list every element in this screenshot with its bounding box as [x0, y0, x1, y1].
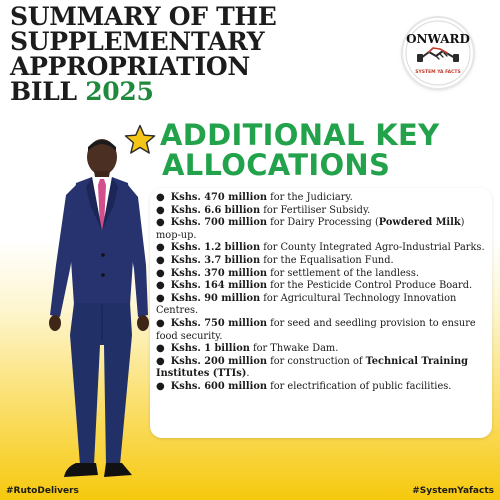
- list-item: [156, 293, 486, 318]
- bullet-icon: ●: [156, 267, 165, 279]
- allocations-list: [150, 188, 492, 394]
- heading-line-1: ADDITIONAL KEY: [160, 118, 440, 152]
- allocation-purpose: for construction of: [267, 355, 366, 367]
- bullet-icon: ●: [156, 317, 165, 329]
- allocation-amount: Kshs. 90 million: [170, 292, 261, 304]
- allocation-amount: Kshs. 1.2 billion: [170, 242, 261, 254]
- bullet-icon: ●: [156, 217, 165, 229]
- list-item: [156, 242, 486, 255]
- allocation-amount: Kshs. 470 million: [170, 192, 267, 203]
- heading-line-2: ALLOCATIONS: [162, 148, 391, 182]
- person-figure: [20, 135, 160, 485]
- allocation-purpose: for seed and seedling provision to ensure food security.: [156, 317, 476, 342]
- allocation-purpose-end: .: [246, 368, 250, 380]
- allocation-purpose: for Fertiliser Subsidy.: [260, 204, 371, 216]
- allocations-card: [150, 188, 492, 438]
- list-item: [156, 192, 486, 205]
- bullet-icon: ●: [156, 192, 165, 203]
- title-year: 2025: [85, 77, 154, 106]
- list-item: [156, 356, 486, 381]
- bullet-icon: ●: [156, 355, 165, 367]
- bullet-icon: ●: [156, 380, 165, 392]
- bullet-icon: ●: [156, 254, 165, 266]
- bullet-icon: ●: [156, 280, 165, 292]
- allocation-purpose: for the Equalisation Fund.: [260, 254, 394, 266]
- allocation-purpose: for the Pesticide Control Produce Board.: [267, 280, 473, 292]
- allocation-emphasis: Powdered Milk: [378, 217, 461, 229]
- allocation-purpose: for electrification of public facilities.: [267, 380, 452, 392]
- allocation-amount: Kshs. 164 million: [170, 280, 267, 292]
- title-line-4: [10, 79, 276, 104]
- title-word-bill: BILL: [10, 77, 77, 106]
- title-line-1: SUMMARY OF THE: [10, 2, 277, 31]
- logo-subtitle: SYSTEM YA FACTS: [415, 70, 461, 75]
- list-item: [156, 255, 486, 268]
- allocation-amount: Kshs. 600 million: [170, 380, 267, 392]
- allocation-amount: Kshs. 200 million: [170, 355, 267, 367]
- list-item: [156, 205, 486, 218]
- hashtag-system-yafacts: #SystemYafacts: [412, 486, 494, 496]
- allocation-purpose: for the Judiciary.: [267, 192, 353, 203]
- allocation-amount: Kshs. 750 million: [170, 317, 267, 329]
- bullet-icon: ●: [156, 292, 165, 304]
- allocation-amount: Kshs. 3.7 billion: [170, 254, 261, 266]
- allocation-emphasis: Technical Training Institutes (TTIs): [156, 355, 469, 380]
- hashtag-ruto-delivers: #RutoDelivers: [6, 486, 79, 496]
- allocation-purpose: for Agricultural Technology Innovation Centres.: [156, 292, 457, 317]
- list-item: [156, 343, 486, 356]
- allocation-purpose: for County Integrated Agro-Industrial Parks.: [260, 242, 485, 254]
- onward-logo: [403, 18, 473, 88]
- allocation-amount: Kshs. 6.6 billion: [170, 204, 261, 216]
- bullet-icon: ●: [156, 242, 165, 254]
- logo-title: ONWARD: [406, 32, 470, 46]
- list-item: [156, 280, 486, 293]
- allocation-purpose: for Dairy Processing (: [267, 217, 379, 229]
- allocation-amount: Kshs. 700 million: [170, 217, 267, 229]
- allocation-amount: Kshs. 1 billion: [170, 343, 250, 355]
- bullet-icon: ●: [156, 343, 165, 355]
- list-item: [156, 381, 486, 394]
- section-heading: [160, 120, 439, 180]
- allocation-purpose: for Thwake Dam.: [249, 343, 339, 355]
- list-item: [156, 217, 486, 242]
- list-item: [156, 318, 486, 343]
- title-line-2: SUPPLEMENTARY: [10, 27, 265, 56]
- allocation-purpose: for settlement of the landless.: [267, 267, 419, 279]
- bullet-icon: ●: [156, 204, 165, 216]
- handshake-icon: [403, 18, 473, 88]
- allocation-purpose-end: ) mop-up.: [156, 217, 465, 241]
- page-title: [10, 4, 276, 104]
- title-line-3: APPROPRIATION: [10, 52, 250, 81]
- list-item: [156, 268, 486, 281]
- allocation-amount: Kshs. 370 million: [170, 267, 267, 279]
